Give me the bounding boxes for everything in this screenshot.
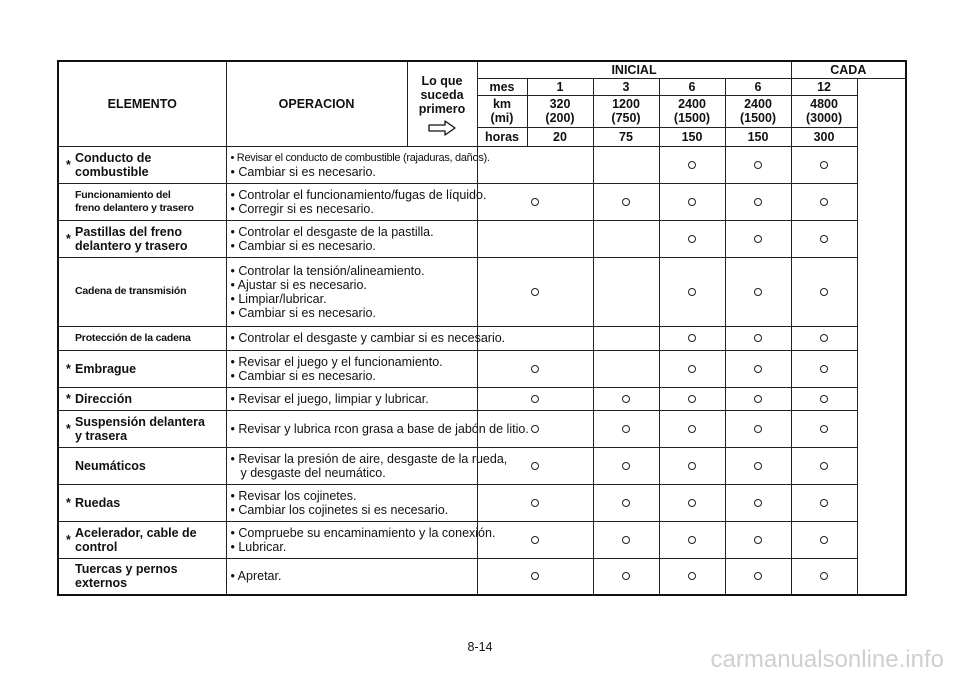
mark-cell bbox=[477, 387, 593, 410]
circle-mark-icon bbox=[754, 425, 762, 433]
circle-mark-icon bbox=[622, 572, 630, 580]
asterisk-mark: * bbox=[66, 231, 71, 246]
elemento-cell bbox=[58, 484, 226, 521]
operacion-line: • Cambiar si es necesario. bbox=[230, 238, 376, 253]
elemento-cell bbox=[58, 220, 226, 257]
circle-mark-icon bbox=[622, 536, 630, 544]
mark-cell bbox=[593, 350, 659, 387]
mark-cell bbox=[593, 484, 659, 521]
operacion-cell bbox=[226, 220, 477, 257]
mark-cell bbox=[725, 521, 791, 558]
table-row bbox=[58, 410, 906, 447]
elemento-label bbox=[59, 459, 226, 473]
circle-mark-icon bbox=[622, 499, 630, 507]
interval-value bbox=[593, 78, 659, 95]
mark-cell bbox=[477, 558, 593, 595]
mark-cell bbox=[791, 484, 857, 521]
circle-mark-icon bbox=[754, 334, 762, 342]
mark-cell bbox=[593, 326, 659, 350]
mark-cell bbox=[593, 387, 659, 410]
circle-mark-icon bbox=[688, 365, 696, 373]
interval-value-line: 1200 bbox=[612, 97, 640, 111]
operacion-line: • Corregir si es necesario. bbox=[230, 201, 374, 216]
page-number: 8-14 bbox=[467, 640, 493, 654]
mark-cell bbox=[725, 558, 791, 595]
first-occurs-line-3: primero bbox=[418, 102, 466, 117]
interval-value-line: 320 bbox=[549, 97, 571, 111]
interval-value bbox=[791, 78, 857, 95]
operacion-line: • Lubricar. bbox=[230, 539, 287, 554]
mark-cell bbox=[659, 257, 725, 326]
mark-cell bbox=[659, 146, 725, 183]
elemento-line: Cadena de transmisión bbox=[75, 285, 187, 297]
interval-value bbox=[527, 78, 593, 95]
mark-cell bbox=[791, 410, 857, 447]
mark-cell bbox=[791, 146, 857, 183]
elemento-label bbox=[59, 151, 226, 179]
circle-mark-icon bbox=[688, 425, 696, 433]
operacion-line: • Controlar el funcionamiento/fugas de líquido. bbox=[230, 187, 487, 202]
circle-mark-icon bbox=[754, 235, 762, 243]
elemento-line: delantero y trasero bbox=[75, 238, 188, 253]
header-operacion: OPERACION bbox=[226, 61, 407, 146]
interval-value-line: 150 bbox=[747, 129, 769, 144]
circle-mark-icon bbox=[754, 161, 762, 169]
interval-value bbox=[527, 95, 593, 127]
circle-mark-icon bbox=[688, 395, 696, 403]
elemento-line: y trasera bbox=[75, 428, 128, 443]
elemento-line: externos bbox=[75, 576, 128, 591]
operacion-cell bbox=[226, 484, 477, 521]
circle-mark-icon bbox=[531, 395, 539, 403]
asterisk-mark: * bbox=[66, 157, 71, 172]
mark-cell bbox=[791, 326, 857, 350]
operacion-cell bbox=[226, 387, 477, 410]
operacion-line: • Controlar la tensión/alineamiento. bbox=[230, 263, 425, 278]
circle-mark-icon bbox=[531, 462, 539, 470]
circle-mark-icon bbox=[531, 572, 539, 580]
circle-mark-icon bbox=[754, 288, 762, 296]
circle-mark-icon bbox=[622, 425, 630, 433]
elemento-cell bbox=[58, 326, 226, 350]
operacion-cell bbox=[226, 350, 477, 387]
circle-mark-icon bbox=[754, 462, 762, 470]
circle-mark-icon bbox=[754, 365, 762, 373]
asterisk-mark: * bbox=[66, 532, 71, 547]
mark-cell bbox=[659, 447, 725, 484]
interval-value bbox=[659, 95, 725, 127]
interval-value bbox=[725, 78, 791, 95]
table-row bbox=[58, 183, 906, 220]
mark-cell bbox=[725, 326, 791, 350]
circle-mark-icon bbox=[688, 536, 696, 544]
unit-label-line: km bbox=[492, 97, 512, 111]
interval-value bbox=[593, 127, 659, 146]
circle-mark-icon bbox=[754, 198, 762, 206]
mark-cell bbox=[725, 447, 791, 484]
interval-value-line: 150 bbox=[681, 129, 703, 144]
elemento-label bbox=[59, 189, 226, 215]
elemento-cell bbox=[58, 257, 226, 326]
first-occurs-line-2: suceda bbox=[420, 88, 464, 103]
elemento-line: freno delantero y trasero bbox=[75, 201, 194, 214]
circle-mark-icon bbox=[688, 462, 696, 470]
circle-mark-icon bbox=[754, 572, 762, 580]
interval-value-line: 20 bbox=[553, 129, 567, 144]
elemento-cell bbox=[58, 410, 226, 447]
mark-cell bbox=[659, 410, 725, 447]
first-occurs-line-1: Lo que bbox=[421, 74, 463, 89]
unit-label-mes bbox=[477, 78, 527, 95]
elemento-label bbox=[59, 392, 226, 406]
asterisk-mark: * bbox=[66, 421, 71, 436]
circle-mark-icon bbox=[820, 288, 828, 296]
mark-cell bbox=[593, 410, 659, 447]
operacion-line: • Revisar el juego, limpiar y lubricar. bbox=[230, 391, 429, 406]
elemento-line: Embrague bbox=[75, 361, 137, 376]
circle-mark-icon bbox=[754, 499, 762, 507]
interval-value-line: 300 bbox=[813, 129, 835, 144]
operacion-line: • Limpiar/lubricar. bbox=[230, 291, 327, 306]
circle-mark-icon bbox=[820, 499, 828, 507]
interval-value-line: 3 bbox=[622, 79, 630, 94]
unit-label-horas bbox=[477, 127, 527, 146]
mark-cell bbox=[725, 387, 791, 410]
mark-cell bbox=[593, 447, 659, 484]
elemento-label bbox=[59, 562, 226, 590]
circle-mark-icon bbox=[622, 198, 630, 206]
circle-mark-icon bbox=[688, 288, 696, 296]
interval-value-line: 2400 bbox=[678, 97, 706, 111]
operacion-line: y desgaste del neumático. bbox=[240, 465, 386, 480]
mark-cell bbox=[593, 558, 659, 595]
interval-value-line: (1500) bbox=[673, 111, 711, 125]
operacion-line: • Cambiar si es necesario. bbox=[230, 305, 376, 320]
mark-cell bbox=[659, 220, 725, 257]
table-row bbox=[58, 484, 906, 521]
unit-label-line: mes bbox=[489, 79, 515, 94]
operacion-line: • Cambiar si es necesario. bbox=[230, 164, 376, 179]
operacion-cell bbox=[226, 257, 477, 326]
unit-label-km bbox=[477, 95, 527, 127]
operacion-cell bbox=[226, 410, 529, 447]
mark-cell bbox=[725, 350, 791, 387]
mark-cell bbox=[791, 257, 857, 326]
elemento-cell bbox=[58, 183, 226, 220]
mark-cell bbox=[791, 558, 857, 595]
mark-cell bbox=[725, 410, 791, 447]
interval-value bbox=[791, 127, 857, 146]
interval-value-line: 75 bbox=[619, 129, 633, 144]
operacion-cell bbox=[226, 183, 487, 220]
elemento-cell bbox=[58, 447, 226, 484]
circle-mark-icon bbox=[688, 198, 696, 206]
operacion-line: • Revisar el juego y el funcionamiento. bbox=[230, 354, 443, 369]
interval-value-line: 1 bbox=[556, 79, 564, 94]
mark-cell bbox=[593, 220, 659, 257]
circle-mark-icon bbox=[531, 288, 539, 296]
operacion-line: • Revisar la presión de aire, desgaste de la rueda, bbox=[230, 451, 508, 466]
circle-mark-icon bbox=[531, 425, 539, 433]
mark-cell bbox=[659, 558, 725, 595]
operacion-cell bbox=[226, 521, 496, 558]
table-row bbox=[58, 326, 906, 350]
operacion-line: • Revisar el conducto de combustible (rajaduras, daños). bbox=[230, 151, 490, 164]
mark-cell bbox=[791, 447, 857, 484]
circle-mark-icon bbox=[820, 334, 828, 342]
elemento-label bbox=[59, 362, 226, 376]
arrow-right-icon bbox=[427, 120, 457, 136]
elemento-label bbox=[59, 225, 226, 253]
interval-value-line: 4800 bbox=[810, 97, 838, 111]
operacion-cell bbox=[226, 447, 508, 484]
table-row bbox=[58, 387, 906, 410]
mark-cell bbox=[725, 220, 791, 257]
table-row bbox=[58, 146, 906, 183]
circle-mark-icon bbox=[820, 572, 828, 580]
mark-cell bbox=[659, 521, 725, 558]
circle-mark-icon bbox=[531, 365, 539, 373]
interval-value bbox=[659, 78, 725, 95]
operacion-cell bbox=[226, 558, 477, 595]
mark-cell bbox=[791, 521, 857, 558]
interval-value-line: 6 bbox=[754, 79, 762, 94]
unit-label-line: horas bbox=[484, 129, 520, 144]
circle-mark-icon bbox=[531, 536, 539, 544]
elemento-line: Dirección bbox=[75, 391, 132, 406]
circle-mark-icon bbox=[820, 198, 828, 206]
operacion-line: • Compruebe su encaminamiento y la conexión. bbox=[230, 525, 496, 540]
operacion-line: • Cambiar los cojinetes si es necesario. bbox=[230, 502, 449, 517]
elemento-line: Ruedas bbox=[75, 495, 121, 510]
asterisk-mark: * bbox=[66, 495, 71, 510]
elemento-cell bbox=[58, 521, 226, 558]
elemento-line: combustible bbox=[75, 164, 149, 179]
elemento-line: Conducto de bbox=[75, 150, 152, 165]
mark-cell bbox=[659, 326, 725, 350]
operacion-line: • Controlar el desgaste de la pastilla. bbox=[230, 224, 434, 239]
elemento-label bbox=[59, 415, 226, 443]
table-row bbox=[58, 447, 906, 484]
table-row bbox=[58, 521, 906, 558]
circle-mark-icon bbox=[531, 499, 539, 507]
mark-cell bbox=[725, 146, 791, 183]
operacion-line: • Apretar. bbox=[230, 569, 282, 584]
interval-value bbox=[527, 127, 593, 146]
elemento-line: Suspensión delantera bbox=[75, 414, 205, 429]
circle-mark-icon bbox=[688, 235, 696, 243]
circle-mark-icon bbox=[820, 395, 828, 403]
mark-cell bbox=[791, 350, 857, 387]
elemento-line: Neumáticos bbox=[75, 458, 146, 473]
elemento-line: Funcionamiento del bbox=[75, 188, 171, 201]
mark-cell bbox=[477, 146, 593, 183]
mark-cell bbox=[477, 484, 593, 521]
mark-cell bbox=[477, 220, 593, 257]
mark-cell bbox=[725, 257, 791, 326]
mark-cell bbox=[477, 257, 593, 326]
interval-value-line: 12 bbox=[817, 79, 831, 94]
operacion-line: • Ajustar si es necesario. bbox=[230, 277, 367, 292]
mark-cell bbox=[477, 183, 593, 220]
mark-cell bbox=[791, 220, 857, 257]
interval-value-line: 6 bbox=[688, 79, 696, 94]
mark-cell bbox=[659, 183, 725, 220]
elemento-line: Tuercas y pernos bbox=[75, 562, 178, 577]
interval-value-line: 2400 bbox=[744, 97, 772, 111]
table-row bbox=[58, 558, 906, 595]
mark-cell bbox=[791, 183, 857, 220]
circle-mark-icon bbox=[688, 572, 696, 580]
elemento-cell bbox=[58, 387, 226, 410]
mark-cell bbox=[725, 183, 791, 220]
operacion-line: • Revisar los cojinetes. bbox=[230, 488, 357, 503]
circle-mark-icon bbox=[820, 365, 828, 373]
operacion-line: • Cambiar si es necesario. bbox=[230, 368, 376, 383]
table-row bbox=[58, 350, 906, 387]
mark-cell bbox=[659, 350, 725, 387]
elemento-line: Pastillas del freno bbox=[75, 224, 182, 239]
mark-cell bbox=[593, 257, 659, 326]
mark-cell bbox=[725, 484, 791, 521]
mark-cell bbox=[659, 387, 725, 410]
elemento-line: Acelerador, cable de bbox=[75, 525, 197, 540]
elemento-cell bbox=[58, 558, 226, 595]
mark-cell bbox=[593, 183, 659, 220]
circle-mark-icon bbox=[531, 198, 539, 206]
interval-value-line: (3000) bbox=[805, 111, 843, 125]
operacion-cell bbox=[226, 326, 506, 350]
asterisk-mark: * bbox=[66, 391, 71, 406]
header-inicial: INICIAL bbox=[477, 61, 791, 78]
circle-mark-icon bbox=[820, 425, 828, 433]
interval-value bbox=[725, 127, 791, 146]
header-first-occurs bbox=[407, 61, 477, 146]
interval-value-line: (750) bbox=[611, 111, 641, 125]
circle-mark-icon bbox=[820, 536, 828, 544]
circle-mark-icon bbox=[754, 536, 762, 544]
header-cada: CADA bbox=[791, 61, 906, 78]
operacion-line: • Controlar el desgaste y cambiar si es necesario. bbox=[230, 331, 506, 345]
elemento-cell bbox=[58, 146, 226, 183]
circle-mark-icon bbox=[688, 334, 696, 342]
circle-mark-icon bbox=[754, 395, 762, 403]
operacion-cell bbox=[226, 146, 490, 183]
mark-cell bbox=[477, 350, 593, 387]
interval-value-line: (200) bbox=[545, 111, 575, 125]
circle-mark-icon bbox=[820, 462, 828, 470]
elemento-line: control bbox=[75, 539, 118, 554]
mark-cell bbox=[791, 387, 857, 410]
mark-cell bbox=[593, 521, 659, 558]
header-elemento: ELEMENTO bbox=[58, 61, 226, 146]
elemento-label bbox=[59, 285, 226, 298]
circle-mark-icon bbox=[688, 161, 696, 169]
asterisk-mark: * bbox=[66, 361, 71, 376]
unit-label-line: (mi) bbox=[490, 111, 514, 125]
interval-value-line: (1500) bbox=[739, 111, 777, 125]
interval-value bbox=[725, 95, 791, 127]
circle-mark-icon bbox=[688, 499, 696, 507]
mark-cell bbox=[659, 484, 725, 521]
circle-mark-icon bbox=[622, 462, 630, 470]
circle-mark-icon bbox=[820, 235, 828, 243]
elemento-line: Protección de la cadena bbox=[75, 331, 191, 344]
watermark: carmanualsonline.info bbox=[710, 646, 944, 673]
elemento-label bbox=[59, 332, 226, 345]
interval-value bbox=[593, 95, 659, 127]
elemento-cell bbox=[58, 350, 226, 387]
interval-value bbox=[791, 95, 857, 127]
circle-mark-icon bbox=[622, 395, 630, 403]
interval-value bbox=[659, 127, 725, 146]
table-row bbox=[58, 220, 906, 257]
mark-cell bbox=[593, 146, 659, 183]
maintenance-table bbox=[57, 60, 907, 596]
elemento-label bbox=[59, 526, 226, 554]
operacion-line: • Revisar y lubrica rcon grasa a base de jabón de litio. bbox=[230, 421, 529, 436]
table-row bbox=[58, 257, 906, 326]
elemento-label bbox=[59, 496, 226, 510]
circle-mark-icon bbox=[820, 161, 828, 169]
